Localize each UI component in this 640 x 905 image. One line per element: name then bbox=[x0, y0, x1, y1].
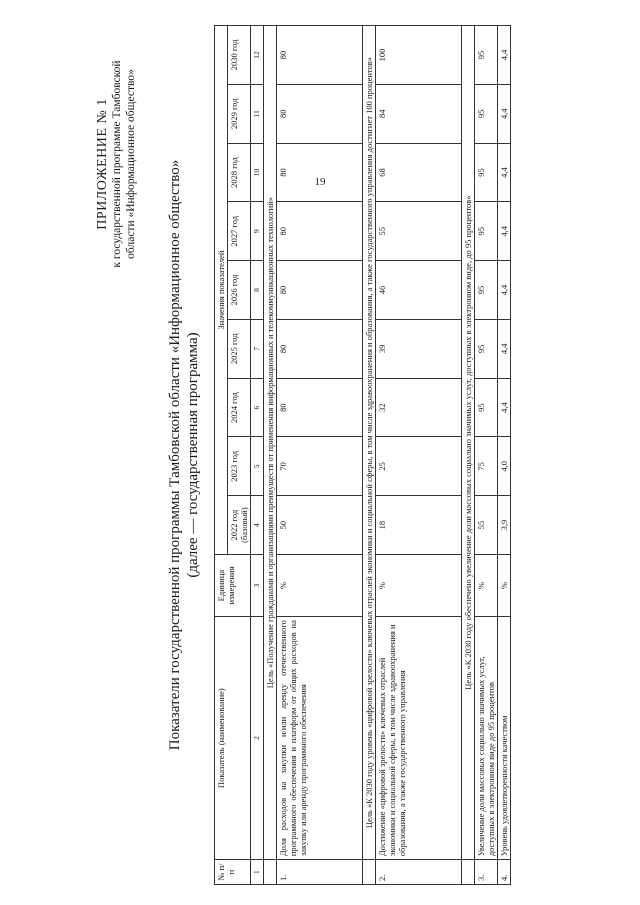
header-row-1 bbox=[215, 26, 228, 885]
column-number: 3 bbox=[251, 554, 264, 616]
header-indicator: Показатель (наименование) bbox=[215, 617, 251, 860]
header-unit: Единица измерения bbox=[215, 554, 251, 616]
annex-line-2: области «Информационное общество» bbox=[125, 69, 137, 259]
header-year: 2030 год bbox=[228, 26, 251, 85]
header-year: 2023 год bbox=[228, 437, 251, 496]
row-value: 80 bbox=[277, 202, 363, 261]
header-values-group: Значения показателей bbox=[215, 26, 228, 555]
row-value: 70 bbox=[277, 437, 363, 496]
goal-row-2 bbox=[363, 26, 376, 885]
row-unit: % bbox=[376, 554, 462, 616]
row-name: Увеличение доли массовых социально значимых услуг, доступных в электронном виде до 95 процентов bbox=[475, 617, 498, 860]
row-value: 50 bbox=[277, 496, 363, 555]
goal-row-3 bbox=[462, 26, 475, 885]
goal-1: Цель «Получение гражданами и организациями преимуществ от применения информационных и телекоммуникационных технологий» bbox=[264, 26, 277, 860]
row-value: 95 bbox=[475, 84, 498, 143]
row-num: 2. bbox=[376, 860, 462, 885]
column-number: 1 bbox=[251, 860, 264, 885]
annex-title: ПРИЛОЖЕНИЕ № 1 bbox=[95, 98, 110, 230]
header-year: 2028 год bbox=[228, 143, 251, 202]
row-value: 80 bbox=[277, 84, 363, 143]
row-value: 100 bbox=[376, 26, 462, 85]
row-value: 18 bbox=[376, 496, 462, 555]
row-value: 4,4 bbox=[498, 378, 511, 437]
row-unit: % bbox=[498, 554, 511, 616]
row-name: Доля расходов на закупки и/или аренду отечественного программного обеспечения и платформ от общих расходов на закупку или аренду программного обеспечения bbox=[277, 617, 363, 860]
document-title-line-2: (далее — государственная программа) bbox=[185, 332, 201, 578]
row-unit: % bbox=[277, 554, 363, 616]
column-numbers-row bbox=[251, 26, 264, 885]
annex-block bbox=[96, 39, 138, 289]
header-num: № п/п bbox=[215, 860, 251, 885]
column-number: 2 bbox=[251, 617, 264, 860]
row-value: 84 bbox=[376, 84, 462, 143]
row-value: 80 bbox=[277, 143, 363, 202]
row-num: 1. bbox=[277, 860, 363, 885]
column-number: 6 bbox=[251, 378, 264, 437]
header-year: 2024 год bbox=[228, 378, 251, 437]
header-year: 2025 год bbox=[228, 319, 251, 378]
goal-2: Цель «К 2030 году уровень «цифровой зрелости» ключевых отраслей экономики и социальной сферы, в том числе здравоохранения и образования, а также государственного управления достигнет 100 процентов» bbox=[363, 26, 376, 860]
row-value: 95 bbox=[475, 378, 498, 437]
document-title bbox=[166, 15, 202, 895]
row-value: 4,4 bbox=[498, 143, 511, 202]
column-number: 11 bbox=[251, 84, 264, 143]
row-value: 4,4 bbox=[498, 202, 511, 261]
goal-3: Цель «К 2030 году обеспечено увеличение доли массовых социально значимых услуг, доступных в электронном виде, до 95 процентов» bbox=[462, 26, 475, 860]
row-value: 32 bbox=[376, 378, 462, 437]
row-value: 95 bbox=[475, 143, 498, 202]
goal-row-1 bbox=[264, 26, 277, 885]
row-num: 3. bbox=[475, 860, 498, 885]
row-value: 25 bbox=[376, 437, 462, 496]
header-year: 2026 год bbox=[228, 261, 251, 320]
row-value: 95 bbox=[475, 202, 498, 261]
row-value: 46 bbox=[376, 261, 462, 320]
row-value: 75 bbox=[475, 437, 498, 496]
row-value: 95 bbox=[475, 261, 498, 320]
column-number: 4 bbox=[251, 496, 264, 555]
row-num: 4. bbox=[498, 860, 511, 885]
column-number: 5 bbox=[251, 437, 264, 496]
row-value: 4,4 bbox=[498, 84, 511, 143]
column-number: 8 bbox=[251, 261, 264, 320]
row-value: 80 bbox=[277, 26, 363, 85]
column-number: 9 bbox=[251, 202, 264, 261]
row-value: 4,4 bbox=[498, 26, 511, 85]
row-value: 80 bbox=[277, 319, 363, 378]
row-value: 3,9 bbox=[498, 496, 511, 555]
header-year: 2022 год (базовый) bbox=[228, 496, 251, 555]
column-number: 10 bbox=[251, 143, 264, 202]
indicators-table bbox=[214, 25, 511, 885]
row-value: 4,4 bbox=[498, 261, 511, 320]
header-year: 2029 год bbox=[228, 84, 251, 143]
row-value: 80 bbox=[277, 261, 363, 320]
document-title-line-1: Показатели государственной программы Тамбовской области «Информационное общество» bbox=[167, 159, 183, 751]
row-unit: % bbox=[475, 554, 498, 616]
row-value: 95 bbox=[475, 319, 498, 378]
rotated-sheet bbox=[94, 15, 546, 895]
row-value: 95 bbox=[475, 26, 498, 85]
column-number: 7 bbox=[251, 319, 264, 378]
annex-line-1: к государственной программе Тамбовской bbox=[111, 60, 123, 268]
table-row bbox=[475, 26, 498, 885]
row-value: 80 bbox=[277, 378, 363, 437]
row-value: 55 bbox=[376, 202, 462, 261]
row-value: 39 bbox=[376, 319, 462, 378]
row-value: 55 bbox=[475, 496, 498, 555]
row-name: Уровень удовлетворенности качеством bbox=[498, 617, 511, 860]
table-row bbox=[498, 26, 511, 885]
table-row bbox=[277, 26, 363, 885]
row-value: 4,0 bbox=[498, 437, 511, 496]
table-row bbox=[376, 26, 462, 885]
row-name: Достижение «цифровой зрелости» ключевых отраслей экономики и социальной сферы, в том числе здравоохранения и образования, а также государственного управления bbox=[376, 617, 462, 860]
row-value: 4,4 bbox=[498, 319, 511, 378]
row-value: 68 bbox=[376, 143, 462, 202]
header-year: 2027 год bbox=[228, 202, 251, 261]
page-number-text: 19 bbox=[314, 176, 326, 188]
column-number: 12 bbox=[251, 26, 264, 85]
